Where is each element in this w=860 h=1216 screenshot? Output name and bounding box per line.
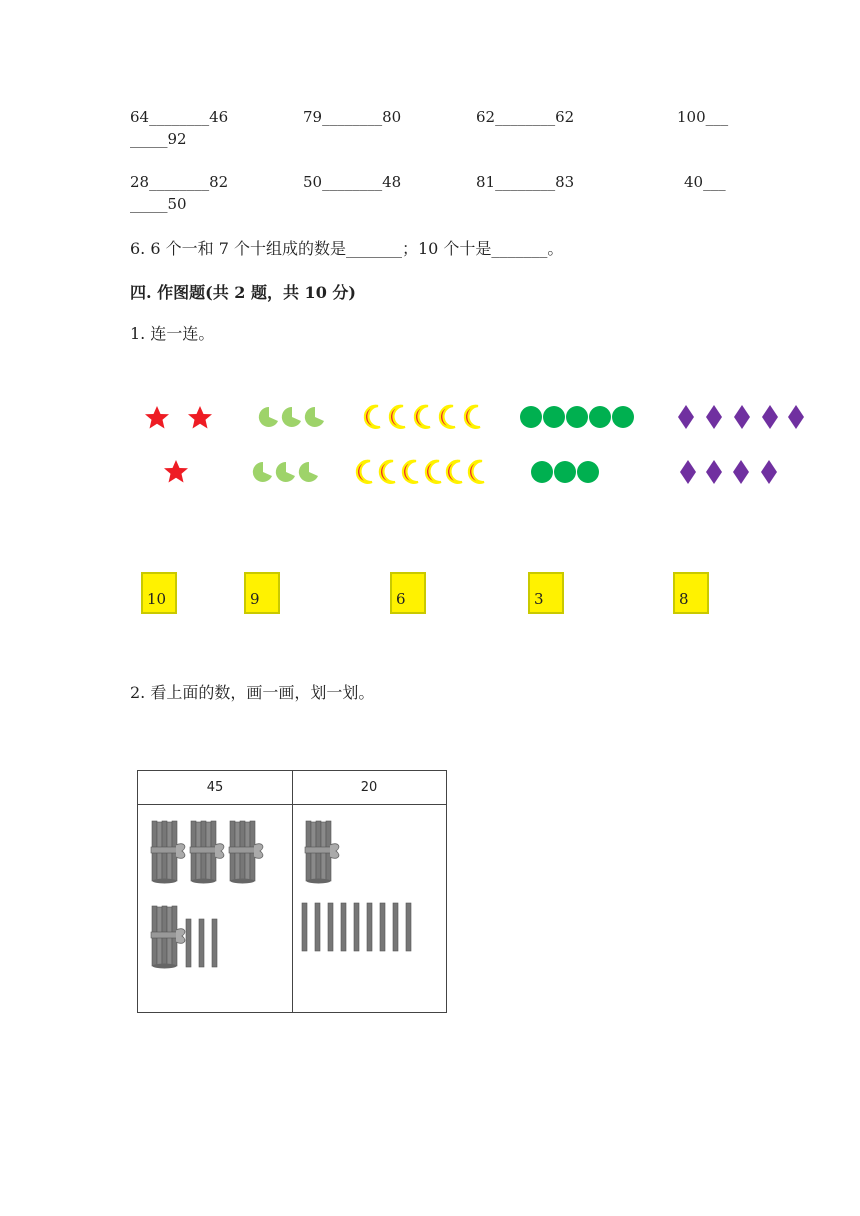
single-stick-icon	[341, 903, 346, 951]
crescent-moon-icon	[447, 461, 462, 483]
diamond-icon	[788, 405, 804, 429]
diamond-icon	[680, 460, 696, 484]
compare-item-3: 62________62	[476, 108, 575, 126]
compare-item-4-cont: _____92	[130, 130, 187, 148]
single-stick-icon	[212, 919, 217, 967]
compare-item-2: 79________80	[303, 108, 402, 126]
number-card-4: 3	[528, 572, 564, 614]
question-2-label: 2. 看上面的数，画一画，划一划。	[130, 683, 375, 702]
compare-item-7: 81________83	[476, 173, 575, 191]
leaf-icon	[259, 407, 278, 427]
stick-bundle-icon	[151, 906, 185, 969]
crescent-moon-icon	[415, 406, 430, 428]
crescent-moon-icon	[403, 461, 418, 483]
leaf-icon	[253, 462, 272, 482]
number-card-1: 10	[141, 572, 177, 614]
compare-item-6: 50________48	[303, 173, 402, 191]
dot-icon	[589, 406, 611, 428]
single-stick-icon	[199, 919, 204, 967]
leaves-row-2	[253, 462, 318, 482]
sticks-drawing	[138, 806, 446, 1011]
crescent-moon-icon	[390, 406, 405, 428]
compare-item-4: 100___	[677, 108, 729, 126]
compare-item-8: 40___	[684, 173, 726, 191]
moons-row-1	[365, 406, 480, 428]
crescent-moon-icon	[365, 406, 380, 428]
stick-bundle-icon	[190, 821, 224, 884]
diamonds-row-2	[680, 460, 777, 484]
diamond-icon	[733, 460, 749, 484]
diamond-icon	[678, 405, 694, 429]
single-stick-icon	[302, 903, 307, 951]
crescent-moon-icon	[440, 406, 455, 428]
single-stick-icon	[186, 919, 191, 967]
compare-item-1: 64________46	[130, 108, 229, 126]
leaf-icon	[305, 407, 324, 427]
diamond-icon	[706, 405, 722, 429]
question-6: 6. 6 个一和 7 个十组成的数是_______；10 个十是_______。	[130, 239, 564, 258]
dot-icon	[520, 406, 542, 428]
compare-item-8-cont: _____50	[130, 195, 187, 213]
compare-item-5: 28________82	[130, 173, 229, 191]
stick-table	[137, 770, 447, 1013]
matching-pictures	[0, 390, 860, 500]
diamond-icon	[762, 405, 778, 429]
stick-bundle-icon	[229, 821, 263, 884]
moons-row-2	[357, 461, 484, 483]
single-stick-icon	[380, 903, 385, 951]
crescent-moon-icon	[380, 461, 395, 483]
question-1-label: 1. 连一连。	[130, 324, 215, 343]
single-stick-icon	[406, 903, 411, 951]
single-stick-icon	[315, 903, 320, 951]
single-stick-icon	[354, 903, 359, 951]
diamond-icon	[706, 460, 722, 484]
crescent-moon-icon	[426, 461, 441, 483]
star-icon	[188, 406, 212, 429]
dots-row-2	[531, 461, 599, 483]
diamonds-row-1	[678, 405, 804, 429]
dot-icon	[612, 406, 634, 428]
table-header-45: 45	[138, 771, 292, 805]
dot-icon	[531, 461, 553, 483]
stick-bundle-icon	[305, 821, 339, 884]
leaf-icon	[276, 462, 295, 482]
table-header-20: 20	[292, 771, 446, 805]
single-stick-icon	[393, 903, 398, 951]
star-icon	[145, 406, 169, 429]
number-card-3: 6	[390, 572, 426, 614]
stars-row-1	[145, 406, 212, 429]
star-icon	[164, 460, 188, 483]
stars-row-2	[164, 460, 188, 483]
dot-icon	[543, 406, 565, 428]
diamond-icon	[734, 405, 750, 429]
single-stick-icon	[328, 903, 333, 951]
number-card-2: 9	[244, 572, 280, 614]
crescent-moon-icon	[357, 461, 372, 483]
dot-icon	[566, 406, 588, 428]
leaves-row-1	[259, 407, 324, 427]
single-stick-icon	[367, 903, 372, 951]
dots-row-1	[520, 406, 634, 428]
leaf-icon	[282, 407, 301, 427]
diamond-icon	[761, 460, 777, 484]
dot-icon	[554, 461, 576, 483]
crescent-moon-icon	[469, 461, 484, 483]
number-card-5: 8	[673, 572, 709, 614]
dot-icon	[577, 461, 599, 483]
crescent-moon-icon	[465, 406, 480, 428]
stick-bundle-icon	[151, 821, 185, 884]
section-4-title: 四. 作图题(共 2 题，共 10 分)	[130, 283, 356, 302]
leaf-icon	[299, 462, 318, 482]
